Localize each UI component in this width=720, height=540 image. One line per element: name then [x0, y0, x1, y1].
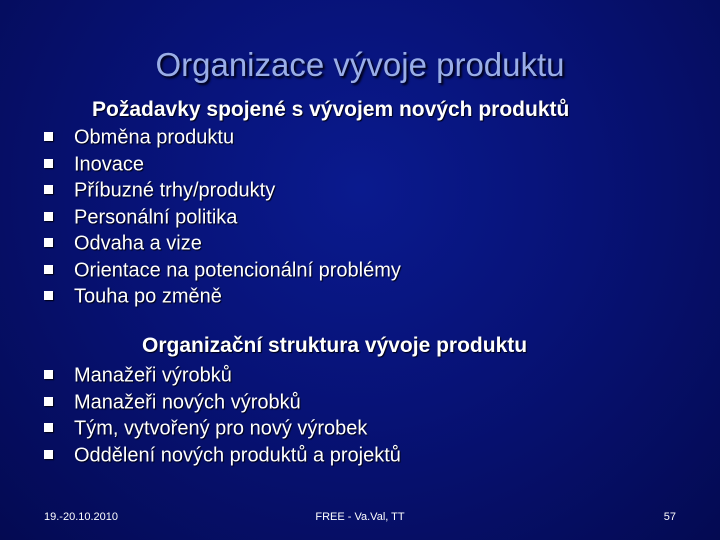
list-item: [44, 124, 401, 151]
list-item-text: Oddělení nových produktů a projektů: [74, 443, 401, 466]
list-item: [44, 415, 401, 442]
list-item-text: Obměna produktu: [74, 126, 235, 149]
footer-center-text: FREE - Va.Val, TT: [315, 511, 405, 523]
footer-date: 19.-20.10.2010: [44, 511, 119, 523]
list-item: [44, 151, 401, 178]
list-item-text: Manažeři výrobků: [74, 364, 232, 387]
section-heading-structure: Organizační struktura vývoje produktu: [142, 334, 528, 357]
list-item-text: Touha po změně: [74, 285, 222, 308]
list-item: [44, 230, 401, 257]
square-bullet-icon: [44, 397, 53, 406]
list-item-text: Tým, vytvořený pro nový výrobek: [74, 417, 368, 440]
structure-list: [44, 362, 401, 468]
list-item: [44, 204, 401, 231]
list-item-text: Inovace: [74, 152, 145, 175]
list-item-text: Orientace na potencionální problémy: [74, 258, 401, 281]
square-bullet-icon: [44, 132, 53, 141]
square-bullet-icon: [44, 185, 53, 194]
list-item: [44, 442, 401, 469]
list-item: [44, 177, 401, 204]
square-bullet-icon: [44, 370, 53, 379]
square-bullet-icon: [44, 265, 53, 274]
square-bullet-icon: [44, 423, 53, 432]
list-item-text: Personální politika: [74, 205, 238, 228]
page-number: 57: [663, 511, 676, 523]
list-item-text: Příbuzné trhy/produkty: [74, 179, 276, 202]
list-item: [44, 389, 401, 416]
requirements-list: [44, 124, 401, 310]
list-item: [44, 257, 401, 284]
square-bullet-icon: [44, 291, 53, 300]
list-item: [44, 283, 401, 310]
square-bullet-icon: [44, 159, 53, 168]
square-bullet-icon: [44, 238, 53, 247]
list-item: [44, 362, 401, 389]
square-bullet-icon: [44, 212, 53, 221]
square-bullet-icon: [44, 450, 53, 459]
section-heading-requirements: Požadavky spojené s vývojem nových produktů: [92, 98, 570, 121]
list-item-text: Odvaha a vize: [74, 232, 202, 255]
list-item-text: Manažeři nových výrobků: [74, 390, 301, 413]
slide-title: Organizace vývoje produktu: [155, 46, 565, 83]
